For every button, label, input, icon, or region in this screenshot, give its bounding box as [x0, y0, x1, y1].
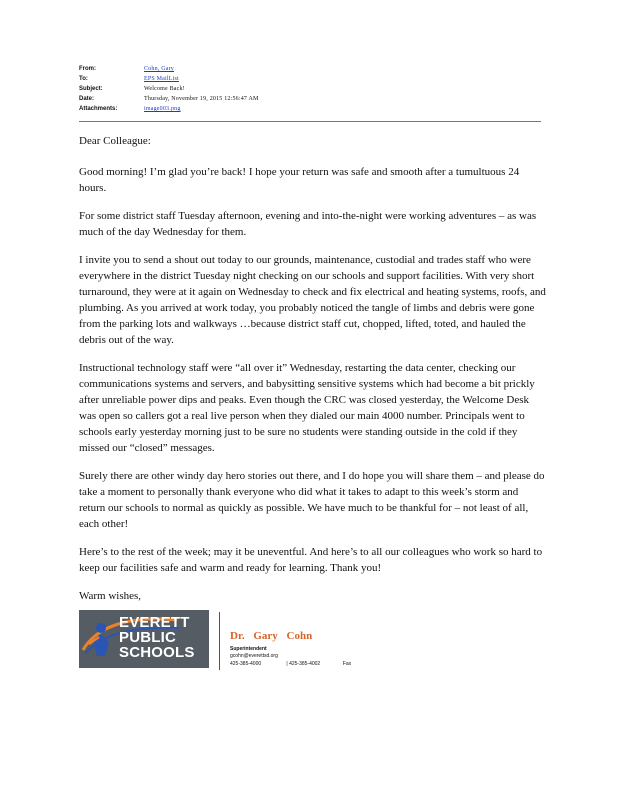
paragraph: For some district staff Tuesday afternoon, evening and into-the-night were working adventures – as was much of the day Wednesday for them. [79, 210, 537, 238]
greeting: Dear Colleague: [79, 135, 151, 147]
paragraph: Good morning! I’m glad you’re back! I hope your return was safe and smooth after a tumultuous 24 hours. [79, 166, 520, 194]
paragraph: Instructional technology staff were “all over it” Wednesday, restarting the data center, checking our communications systems and servers, and babysitting sensitive systems which had become a bit prickly after unreliable power dips and peaks. Even though the CRC was closed yesterday, the Welcome Desk was open so callers got a real live person when they dialed our main 4000 number. Principals went to schools early yesterday morning just to be sure no students were standing outside in the cold if they missed our “closed” messages. [79, 362, 535, 454]
to-row [79, 72, 549, 82]
to-value[interactable]: EPS MailList [144, 76, 179, 82]
attachments-label: Attachments: [79, 106, 118, 112]
subject-label: Subject: [79, 86, 103, 92]
from-row [79, 62, 549, 72]
to-label: To: [79, 76, 88, 82]
closing: Warm wishes, [79, 590, 142, 602]
subject-row [79, 82, 549, 92]
signature-phones [230, 661, 360, 667]
district-logo [79, 610, 209, 668]
logo-text-line: SCHOOLS [119, 644, 195, 661]
date-value: Thursday, November 19, 2015 12:56:47 AM [144, 96, 259, 102]
email-header [79, 62, 549, 112]
header-divider [79, 121, 541, 122]
letter-body [79, 133, 547, 616]
paragraph: Surely there are other windy day hero stories out there, and I do hope you will share them – and please do take a moment to personally thank everyone who did what it takes to adapt to this week’s storm and return our schools to normal as quickly as possible. We have much to be thankful for – not least of all, each other! [79, 470, 545, 530]
signature-divider [219, 612, 220, 670]
signature-fax-label: Fax [342, 661, 352, 667]
paragraph: I invite you to send a shout out today to our grounds, maintenance, custodial and trades staff who were everywhere in the district Tuesday night checking on our schools and support facilities. With very short turnaround, they were at it again on Wednesday to check and fix electrical and heating systems, roofs, and plumbing. As you arrived at work today, you probably noticed the tangle of limbs and debris were gone from the parking lots and walkways …because district staff cut, chopped, lifted, toted, and hauled the debris out of the way. [79, 254, 546, 346]
signature-title: Superintendent [230, 646, 267, 652]
subject-value: Welcome Back! [144, 86, 185, 92]
attachment-link[interactable]: image003.png [144, 106, 181, 112]
signature-fax-number: | 425-385-4002 [286, 661, 321, 667]
logo-text-line: EVERETT [119, 614, 190, 631]
signature-phone: 425-385-4000 [230, 661, 262, 667]
attachments-row [79, 102, 549, 112]
paragraph: Here’s to the rest of the week; may it be uneventful. And here’s to all our colleagues who work so hard to keep our facilities safe and warm and ready for learning. Thank you! [79, 546, 543, 574]
logo-text-line: PUBLIC [119, 629, 177, 646]
signature-name: Dr. Gary Cohn [230, 630, 313, 642]
date-row [79, 92, 549, 102]
date-label: Date: [79, 96, 95, 102]
from-label: From: [79, 66, 96, 72]
from-value[interactable]: Cohn, Gary [144, 66, 174, 72]
email-signature [79, 610, 379, 672]
signature-email[interactable]: gcohn@everettsd.org [230, 653, 278, 659]
